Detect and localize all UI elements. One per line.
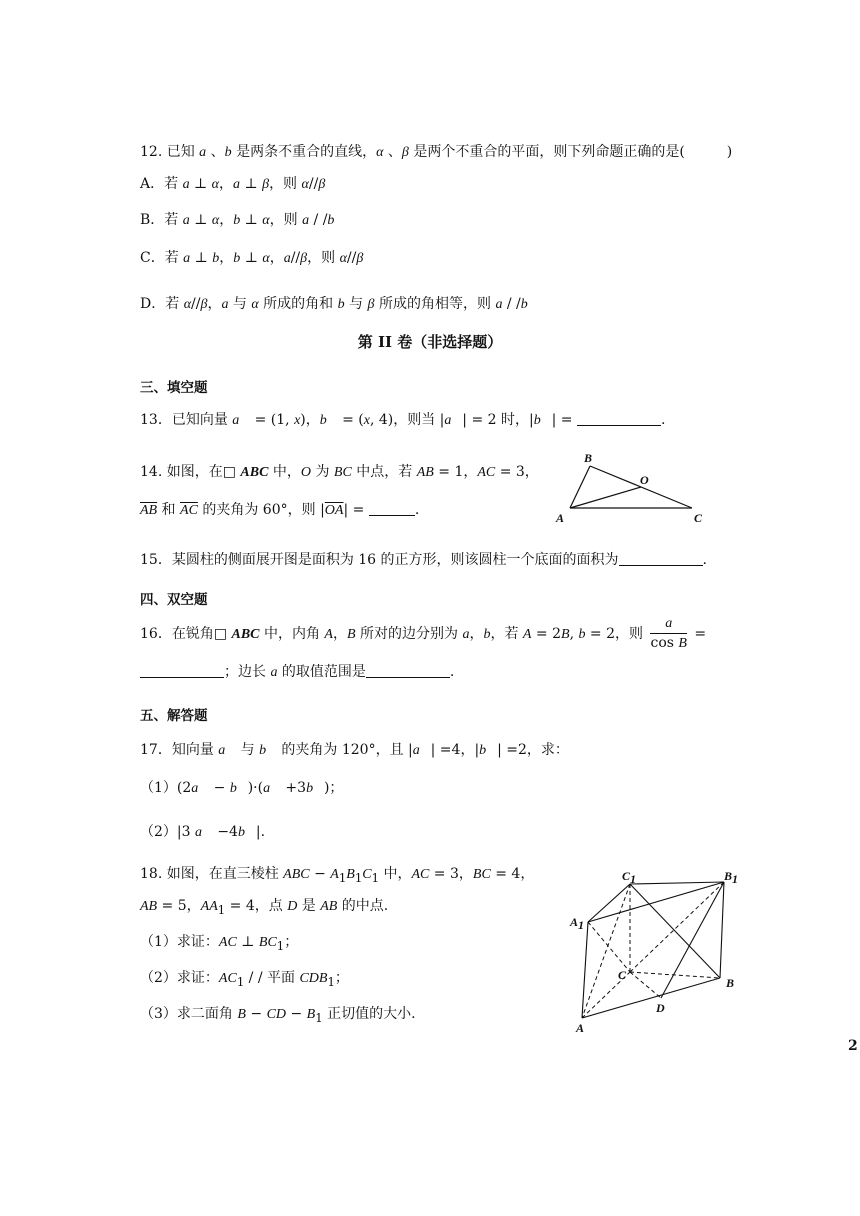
prism-figure — [566, 866, 746, 1038]
q13: 13．已知向量 a⃗ = (1, x)，b⃗ = (x, 4)，则当 |a⃗| = 2 时，|b⃗| = . — [140, 412, 666, 428]
fig-label-a: A — [556, 511, 565, 525]
q18-part1: （1）求证：AC ⊥ $BC_1$； — [140, 934, 299, 953]
q17-part2: （2）|3 a⃗ −4b⃗|. — [140, 824, 266, 840]
q14-line2: $\overline{AB}$ 和 $\overline{AC}$ 的夹角为 60°，则 $|\overline{OA}|$ = . — [140, 502, 420, 518]
fig-label-c: C — [694, 511, 703, 525]
q12-option-c: C．若 a ⊥ b，b ⊥ α，a//β，则 α//β — [140, 250, 364, 266]
fig-label-b1: B1 — [724, 869, 739, 886]
q18-line1: 18. 如图，在直三棱柱 ABC − $A_1B_1C_1$ 中，AC = 3，BC = 4， — [140, 866, 535, 885]
q17-part1: （1）(2a⃗ − b⃗)·(a⃗ +3b⃗)； — [140, 780, 344, 796]
fig-label-c1: C1 — [622, 869, 637, 886]
fig-label-b: B — [726, 976, 735, 990]
part2-title: 第 II 卷（非选择题） — [357, 333, 503, 351]
fig-label-o: O — [640, 473, 649, 487]
fig-label-a1: A1 — [570, 915, 585, 932]
fig-label-d: D — [656, 1001, 665, 1015]
section-5-heading: 五、解答题 — [140, 708, 208, 724]
q12-stem: 12. 已知 a 、b 是两条不重合的直线，α 、β 是两个不重合的平面，则下列命题正确的是( ) — [140, 144, 733, 160]
page-number: 2 — [848, 1038, 858, 1054]
q18-part2: （2）求证：$AC_1$ / / 平面 $CDB_1$； — [140, 970, 349, 989]
q14-line1: 14. 如图，在□ ABC 中，O 为 BC 中点，若 AB = 1，AC = 3， — [140, 464, 539, 480]
q12-option-a: A．若 a ⊥ α，a ⊥ β，则 α//β — [140, 176, 326, 192]
section-3-heading: 三、填空题 — [140, 380, 208, 396]
section-4-heading: 四、双空题 — [140, 592, 208, 608]
q17-stem: 17．知向量 a⃗ 与 b⃗ 的夹角为 120°，且 |a⃗| =4，|b⃗| =2，求： — [140, 742, 569, 758]
q12-option-b: B．若 a ⊥ α，b ⊥ α，则 a / /b — [140, 212, 335, 228]
q15: 15．某圆柱的侧面展开图是面积为 16 的正方形，则该圆柱一个底面的面积为 . — [140, 552, 707, 568]
q18-line2: AB = 5，$AA_1 = 4$，点 D 是 AB 的中点. — [140, 898, 389, 917]
fig-label-c: C — [618, 968, 627, 982]
fig-label-a: A — [576, 1021, 585, 1035]
triangle-figure — [552, 450, 712, 528]
q12-option-d: D．若 α//β，a 与 α 所成的角和 b 与 β 所成的角相等，则 a / /b — [140, 296, 528, 312]
fig-label-b: B — [584, 451, 593, 465]
q16-line2: ；边长 a 的取值范围是 . — [140, 662, 454, 683]
q16-line1: 16．在锐角□ ABC 中，内角 A，B 所对的边分别为 a，b，若 A = 2B, b = 2，则 $\frac{a}{\text{cos B}}$ = — [140, 616, 707, 651]
q18-part3: （3）求二面角 B − CD − $B_1$ 正切值的大小. — [140, 1006, 416, 1025]
